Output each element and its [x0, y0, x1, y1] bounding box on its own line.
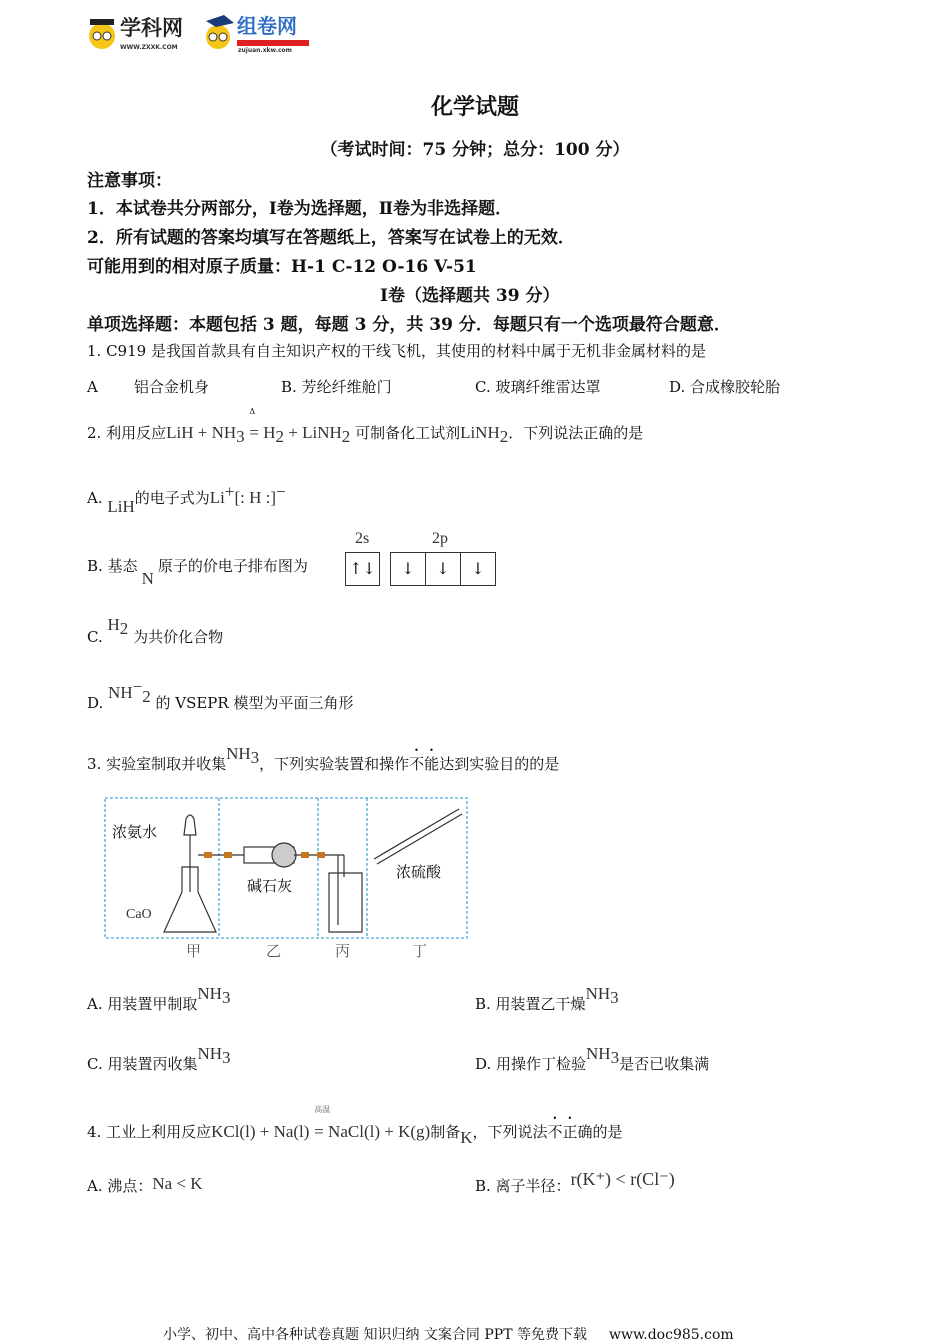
- q4-option-b: B. 离子半径：r(K⁺) < r(Cl⁻): [475, 1169, 675, 1195]
- q2-option-b: B. 基态N原子的价电子排布图为: [87, 557, 308, 588]
- section-heading: Ⅰ卷（选择题共 39 分）: [380, 286, 560, 306]
- reaction-condition: 高温: [314, 1105, 331, 1114]
- logo-zujuan: 组卷网 zujuan.xkw.com: [202, 13, 236, 57]
- orbital-box-2s: ↑↓: [345, 552, 380, 586]
- q1-option-d: D. 合成橡胶轮胎: [669, 378, 781, 396]
- q4-option-a: A. 沸点：Na < K: [87, 1174, 203, 1195]
- section-instructions: 单项选择题：本题包括 3 题，每题 3 分，共 39 分．每题只有一个选项最符合题意．: [87, 315, 731, 335]
- question-2-stem: 2. 利用反应LiH + $NH_3$ Δ = $H_2$ + LiNH$_2$ 可制备化工试剂LiNH$_2$．下列说法正确的是: [87, 407, 644, 446]
- q3-option-b: B. 用装置乙干燥$NH_3$: [475, 984, 619, 1013]
- logo-zxxk: 学科网 WWW.ZXXK.COM: [86, 16, 118, 54]
- q1-option-c: C. 玻璃纤维雷达罩: [475, 378, 601, 396]
- orbital-box-2p: ↓: [390, 552, 426, 586]
- reaction-condition: Δ: [249, 407, 256, 416]
- q3-option-d: D. 用操作丁检验$NH_3$是否已收集满: [475, 1044, 710, 1073]
- question-4-stem: 4. 工业上利用反应KCl(l) + Na(l) 高温 = NaCl(l) + K(g)制备K，下列说法不正确的是: [87, 1105, 623, 1147]
- question-3-stem: 3. 实验室制取并收集$NH_3$，下列实验装置和操作不能达到实验目的的是: [87, 744, 560, 773]
- note-item: 1．本试卷共分两部分，Ⅰ卷为选择题，Ⅱ卷为非选择题．: [87, 199, 513, 219]
- q2-option-c: C. $H_2$ 为共价化合物: [87, 615, 224, 646]
- q1-option-b: B. 芳纶纤维舱门: [281, 378, 392, 396]
- orbital-box-2p: ↓: [460, 552, 496, 586]
- note-item: 2．所有试题的答案均填写在答题纸上，答案写在试卷上的无效．: [87, 228, 575, 248]
- atomic-mass: 可能用到的相对原子质量：H-1 C-12 O-16 V-51: [87, 257, 477, 277]
- page-title: 化学试题: [430, 94, 519, 120]
- q2-option-a: A. LiH的电子式为Li+[: H :]−: [87, 482, 286, 516]
- q3-option-c: C. 用装置丙收集$NH_3$: [87, 1044, 231, 1073]
- question-1-stem: 1. C919 是我国首款具有自主知识产权的干线飞机，其使用的材料中属于无机非金属材料的是: [87, 342, 706, 360]
- logo-mascot-icon: [86, 16, 118, 50]
- exam-info: （考试时间：75 分钟；总分：100 分）: [320, 140, 630, 160]
- logo-mascot-icon: [202, 13, 236, 53]
- footer: 小学、初中、高中各种试卷真题 知识归纳 文案合同 PPT 等免费下载 www.doc985.com: [163, 1327, 734, 1343]
- apparatus-figure: 浓氨水 CaO 碱石灰 浓硫酸 甲 乙 丙 丁: [104, 797, 469, 957]
- q3-option-a: A. 用装置甲制取$NH_3$: [87, 984, 231, 1013]
- q2-option-d: D. $NH^-_2$ 的 VSEPR 模型为平面三角形: [87, 677, 354, 712]
- footer-link[interactable]: www.doc985.com: [608, 1327, 734, 1343]
- orbital-box-2p: ↓: [425, 552, 461, 586]
- q1-option-a: A 铝合金机身: [87, 378, 209, 396]
- notes-heading: 注意事项：: [87, 171, 172, 191]
